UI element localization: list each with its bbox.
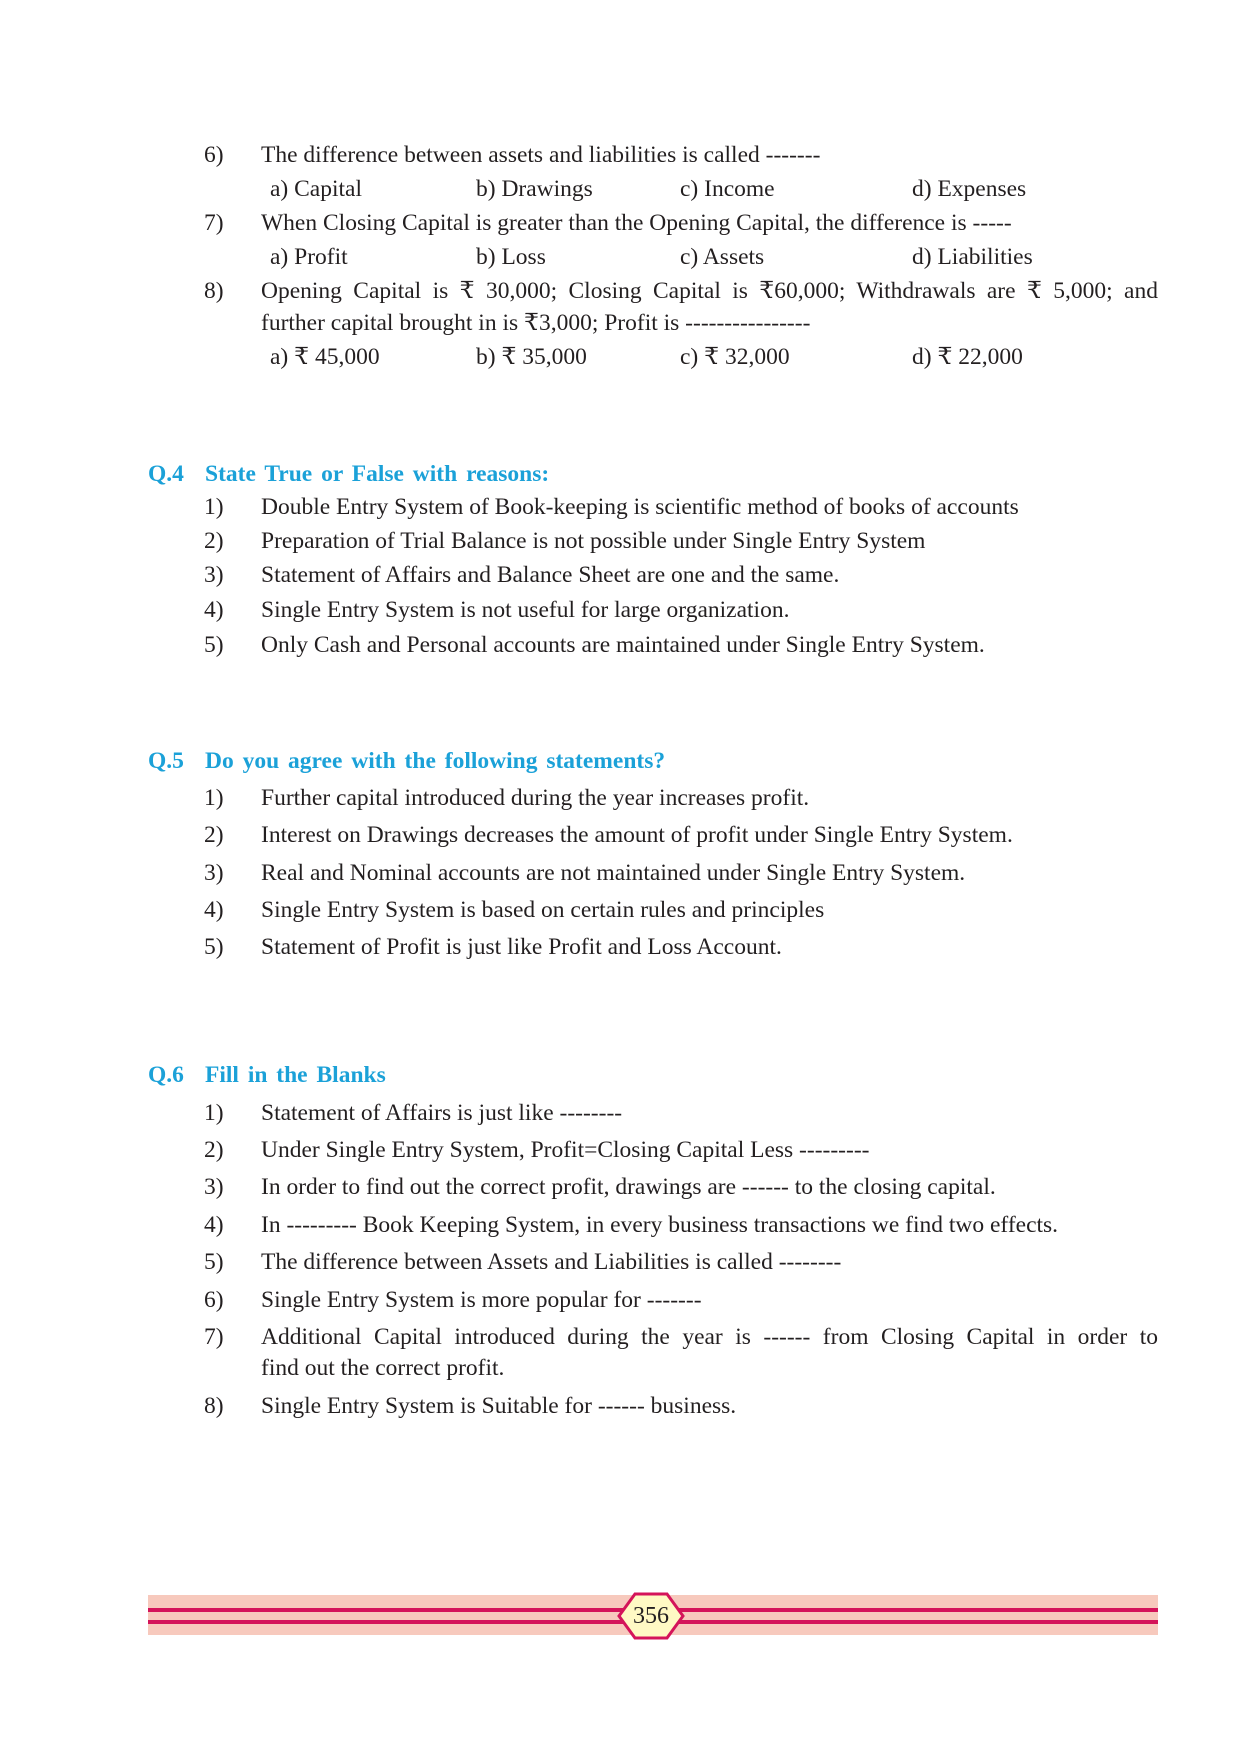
section-title: Do you agree with the following statements?: [205, 748, 666, 774]
option-c: c) ₹ 32,000: [680, 344, 790, 370]
item-text: Preparation of Trial Balance is not possible under Single Entry System: [261, 528, 926, 554]
item-number: 4): [204, 897, 224, 923]
item-text: Real and Nominal accounts are not maintained under Single Entry System.: [261, 860, 966, 886]
section-title: Fill in the Blanks: [205, 1062, 386, 1088]
item-text: In --------- Book Keeping System, in every business transactions we find two effects.: [261, 1212, 1059, 1238]
section-heading-q6: [148, 1060, 386, 1090]
option-b: b) Drawings: [476, 176, 593, 202]
item-number: 2): [204, 1137, 224, 1163]
item-number: 5): [204, 632, 224, 658]
item-text: Single Entry System is more popular for -------: [261, 1287, 702, 1313]
item-number: 1): [204, 494, 224, 520]
item-number: 3): [204, 562, 224, 588]
option-a: a) Profit: [270, 244, 348, 270]
item-text: Statement of Profit is just like Profit and Loss Account.: [261, 934, 782, 960]
item-number: 8): [204, 278, 224, 304]
item-text: Further capital introduced during the year increases profit.: [261, 785, 810, 811]
question-text-line-1: Opening Capital is ₹ 30,000; Closing Capital is ₹60,000; Withdrawals are ₹ 5,000; and: [261, 278, 1158, 304]
item-number: 7): [204, 210, 224, 236]
item-text: The difference between Assets and Liabilities is called --------: [261, 1249, 842, 1275]
option-d: d) Liabilities: [912, 244, 1033, 270]
item-number: 3): [204, 860, 224, 886]
item-number: 2): [204, 822, 224, 848]
option-c: c) Income: [680, 176, 775, 202]
item-text: Single Entry System is based on certain rules and principles: [261, 897, 825, 923]
question-text-line-2: further capital brought in is ₹3,000; Profit is ----------------: [261, 310, 811, 336]
item-text: Statement of Affairs is just like --------: [261, 1100, 623, 1126]
item-text: Interest on Drawings decreases the amount of profit under Single Entry System.: [261, 822, 1013, 848]
question-label: Q.6: [148, 1062, 184, 1088]
item-number: 7): [204, 1324, 224, 1350]
item-text-line-2: find out the correct profit.: [261, 1355, 505, 1381]
item-text: Only Cash and Personal accounts are maintained under Single Entry System.: [261, 632, 985, 658]
item-number: 6): [204, 142, 224, 168]
question-label: Q.4: [148, 461, 184, 487]
item-number: 4): [204, 1212, 224, 1238]
option-a: a) Capital: [270, 176, 363, 202]
item-text: Single Entry System is not useful for large organization.: [261, 597, 790, 623]
item-text-line-1: Additional Capital introduced during the year is ------ from Closing Capital in order to: [261, 1324, 1158, 1350]
item-text: Statement of Affairs and Balance Sheet are one and the same.: [261, 562, 840, 588]
section-title: State True or False with reasons:: [205, 461, 550, 487]
item-number: 1): [204, 1100, 224, 1126]
section-heading-q5: [148, 746, 665, 776]
option-d: d) Expenses: [912, 176, 1027, 202]
item-text: Single Entry System is Suitable for ------ business.: [261, 1393, 737, 1419]
item-text: Under Single Entry System, Profit=Closing Capital Less ---------: [261, 1137, 870, 1163]
page-number: 356: [633, 1603, 669, 1629]
item-number: 1): [204, 785, 224, 811]
item-number: 8): [204, 1393, 224, 1419]
item-number: 5): [204, 934, 224, 960]
item-number: 4): [204, 597, 224, 623]
option-c: c) Assets: [680, 244, 765, 270]
question-text: The difference between assets and liabilities is called -------: [261, 142, 821, 168]
page-number-badge: [617, 1592, 685, 1640]
item-number: 2): [204, 528, 224, 554]
item-number: 6): [204, 1287, 224, 1313]
item-text: In order to find out the correct profit, drawings are ------ to the closing capital.: [261, 1174, 996, 1200]
option-d: d) ₹ 22,000: [912, 344, 1023, 370]
item-number: 5): [204, 1249, 224, 1275]
item-text: Double Entry System of Book-keeping is scientific method of books of accounts: [261, 494, 1019, 520]
question-label: Q.5: [148, 748, 184, 774]
option-b: b) Loss: [476, 244, 546, 270]
item-number: 3): [204, 1174, 224, 1200]
option-b: b) ₹ 35,000: [476, 344, 587, 370]
option-a: a) ₹ 45,000: [270, 344, 380, 370]
question-text: When Closing Capital is greater than the Opening Capital, the difference is -----: [261, 210, 1012, 236]
section-heading-q4: [148, 459, 549, 489]
